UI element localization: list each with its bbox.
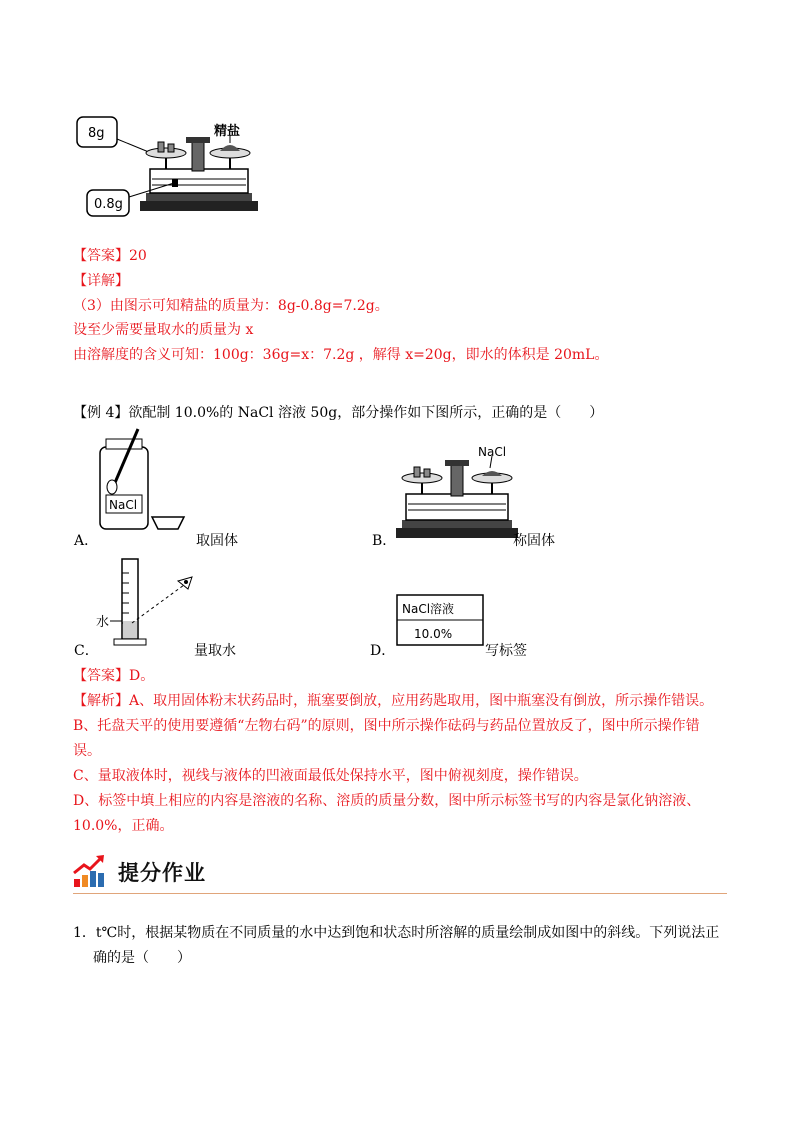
analysis-line-1 <box>73 691 713 711</box>
example4-question: 【例 4】欲配制 10.0%的 NaCl 溶液 50g，部分操作如下图所示，正确的是（ ） <box>73 405 604 421</box>
detail-line-3: 由溶解度的含义可知：100g：36g=x：7.2g ，解得 x=20g，即水的体积是 20mL。 <box>73 347 609 363</box>
option-b-caption: 称固体 <box>513 533 555 549</box>
chart-growth-icon <box>72 853 108 889</box>
water-label: 水 <box>96 615 110 630</box>
answer-value: 20 <box>129 248 147 264</box>
analysis-tag: 【解析】 <box>73 693 129 709</box>
label-concentration: 10.0% <box>414 627 453 641</box>
question-1-line-2: 确的是（ ） <box>93 950 191 966</box>
option-a-caption: 取固体 <box>196 533 238 549</box>
analysis-line-4: C、量取液体时，视线与液体的凹液面最低处保持水平，图中俯视刻度，操作错误。 <box>73 768 588 784</box>
bottle-label: NaCl <box>109 498 138 512</box>
option-c-figure <box>96 553 206 653</box>
weight-label-8g: 8g <box>88 126 105 141</box>
option-a-figure <box>92 425 202 540</box>
detail-line-1: （3）由图示可知精盐的质量为：8g-0.8g=7.2g。 <box>73 298 389 314</box>
option-c-caption: 量取水 <box>194 643 236 659</box>
answer-tag: 【答案】 <box>73 668 129 684</box>
option-b-letter: B． <box>372 533 397 549</box>
answer-value: D。 <box>129 668 155 684</box>
label-solution-name: NaCl溶液 <box>402 602 455 616</box>
option-a-letter: A． <box>74 533 99 549</box>
option-b-figure <box>392 442 522 542</box>
option-d-caption: 写标签 <box>485 643 527 659</box>
detail-tag: 【详解】 <box>73 273 129 289</box>
analysis-line-3: 误。 <box>73 743 101 759</box>
section-title: 提分作业 <box>118 861 206 885</box>
option-c-letter: C． <box>74 643 99 659</box>
option-d-letter: D． <box>370 643 396 659</box>
analysis-text-a: A、取用固体粉末状药品时，瓶塞要倒放，应用药匙取用，图中瓶塞没有倒放，所示操作错误。 <box>129 693 714 709</box>
option-d-figure <box>396 594 486 648</box>
analysis-line-5: D、标签中填上相应的内容是溶液的名称、溶质的质量分数，图中所示标签书写的内容是氯化钠溶液、 <box>73 793 701 809</box>
balance-nacl-label: NaCl <box>478 445 507 459</box>
rider-label: 0.8g <box>94 197 123 212</box>
detail-line-2: 设至少需要量取水的质量为 x <box>73 322 254 338</box>
question-1-line-1: 1．t℃时，根据某物质在不同质量的水中达到饱和状态时所溶解的质量绘制成如图中的斜线。下列说法正 <box>73 925 720 941</box>
analysis-line-2: B、托盘天平的使用要遵循“左物右码”的原则，图中所示操作砝码与药品位置放反了，图中所示操作错 <box>73 718 700 734</box>
section-divider <box>73 893 727 894</box>
salt-label: 精盐 <box>214 124 241 139</box>
answer-line-1 <box>73 246 147 266</box>
answer-line-2 <box>73 666 154 686</box>
balance-figure-1 <box>74 113 274 223</box>
answer-tag: 【答案】 <box>73 248 129 264</box>
analysis-line-6: 10.0%，正确。 <box>73 818 174 834</box>
